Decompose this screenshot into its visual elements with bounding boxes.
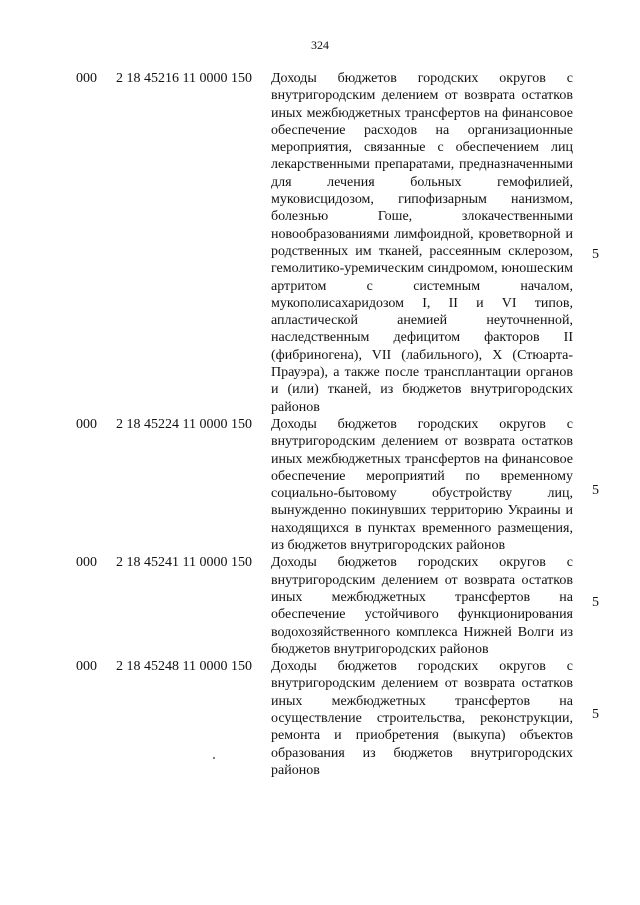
budget-classification-code: 2 18 45241 11 0000 150	[116, 555, 252, 571]
income-description: Доходы бюджетов городских округов с внутригородским делением от возврата остатков иных межбюджетных трансфертов на финансовое обеспечение расходов на организационные мероприятия, связанные с обеспечением лиц лекарственными препаратами, предназначенными для лечения больных гемофилией, муковисцидозом, гипофизарным нанизмом, болезнью Гоше, злокачественными новообразованиями лимфоидной, кроветворной и родственных им тканей, рассеянным склерозом, гемолитико-уремическим синдромом, юношеским артритом с системным началом, мукополисахаридозом I, II и VI типов, апластической анемией неуточненной, наследственным дефицитом факторов II (фибриногена), VII (лабильного), X (Стюарта-Прауэра), а также после трансплантации органов и (или) тканей, из бюджетов внутригородских районов	[271, 71, 573, 415]
income-description: Доходы бюджетов городских округов с внутригородским делением от возврата остатков иных межбюджетных трансфертов на обеспечение устойчивого функционирования водохозяйственного комплекса Нижней Волги из бюджетов внутригородских районов	[271, 555, 573, 657]
admin-code: 000	[76, 659, 97, 675]
normative-value: 5	[592, 482, 599, 498]
table-row	[0, 416, 640, 554]
income-description: Доходы бюджетов городских округов с внутригородским делением от возврата остатков иных межбюджетных трансфертов на осуществление строительства, реконструкции, ремонта и приобретения (выкупа) объектов образования из бюджетов внутригородских районов	[271, 659, 573, 778]
budget-codes-table	[0, 70, 640, 779]
table-row	[0, 70, 640, 416]
normative-value: 5	[592, 707, 599, 723]
admin-code: 000	[76, 416, 97, 432]
table-row	[0, 658, 640, 779]
normative-value: 5	[592, 595, 599, 611]
admin-code: 000	[76, 71, 97, 86]
scan-speck	[213, 757, 215, 759]
admin-code: 000	[76, 555, 97, 571]
table-row	[0, 554, 640, 658]
normative-value: 5	[592, 247, 599, 262]
page-number: 324	[311, 38, 329, 52]
income-description: Доходы бюджетов городских округов с внутригородским делением от возврата остатков иных межбюджетных трансфертов на финансовое обеспечение мероприятий по временному социально-бытовому обустройству лиц, вынужденно покинувших территорию Украины и находящихся в пунктах временного размещения, из бюджетов внутригородских районов	[271, 416, 573, 554]
budget-classification-code: 2 18 45224 11 0000 150	[116, 416, 252, 432]
budget-classification-code: 2 18 45216 11 0000 150	[116, 71, 252, 86]
budget-classification-code: 2 18 45248 11 0000 150	[116, 659, 252, 675]
